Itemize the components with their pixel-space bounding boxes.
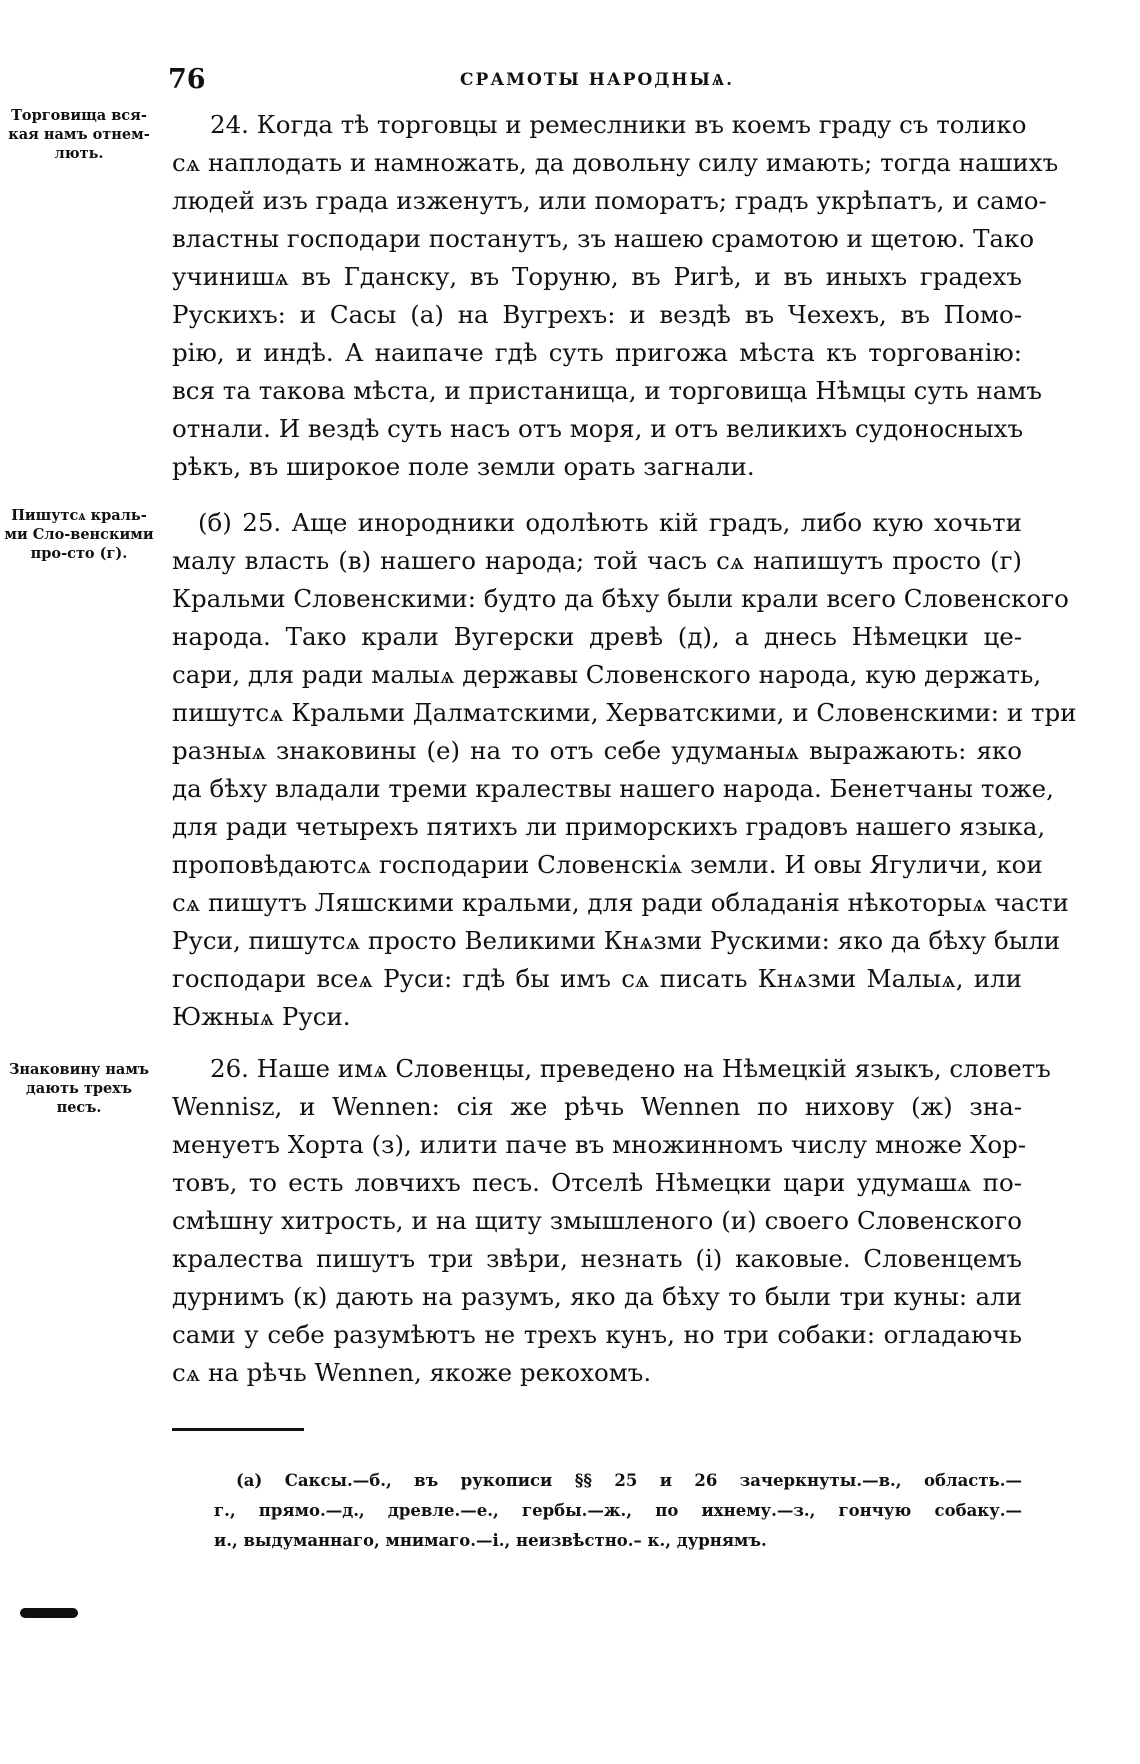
footnote-line: (а) Саксы.—б., въ рукописи §§ 25 и 26 зачеркнуты.—в., область.— [236, 1471, 1022, 1490]
text-line: людей изъ града изженутъ, или поморатъ; градъ укрѣпатъ, и само- [172, 186, 1047, 215]
footnote-line: г., прямо.—д., древле.—е., гербы.—ж., по ихнему.—з., гончую собаку.— [214, 1501, 1022, 1520]
text-line: дурнимъ (к) дають на разумъ, яко да бѣху то были три куны: али [172, 1282, 1022, 1311]
margin-note-1: Торговища вся-кая намъ отнем-лють. [8, 107, 150, 162]
text-line: 26. Наше имѧ Словенцы, преведено на Нѣмецкій языкъ, словетъ [210, 1054, 1051, 1083]
page-number: 76 [168, 64, 206, 95]
text-line: проповѣдаютсѧ господарии Словенскіѧ земли. И овы Ягуличи, кои [172, 850, 1043, 879]
text-line: учинишѧ въ Гданску, въ Торуню, въ Ригѣ, и въ иныхъ градехъ [172, 262, 1022, 291]
text-line: рѣкъ, въ широкое поле земли орать загнали. [172, 452, 755, 481]
text-line: сари, для ради малыѧ державы Словенского народа, кую держать, [172, 660, 1042, 689]
text-line: Кральми Словенскими: будто да бѣху были крали всего Словенского [172, 584, 1069, 613]
text-line: товъ, то есть ловчихъ песъ. Отселѣ Нѣмецки цари удумашѧ по- [172, 1168, 1022, 1197]
text-line: рію, и индѣ. А наипаче гдѣ суть пригожа мѣста къ торгованію: [172, 338, 1022, 367]
text-line: пишутсѧ Кральми Далматскими, Херватскими, и Словенскими: и три [172, 698, 1077, 727]
text-line: народа. Тако крали Вугерски древѣ (д), а днесь Нѣмецки це- [172, 622, 1022, 651]
text-line: Рускихъ: и Сасы (а) на Вугрехъ: и вездѣ въ Чехехъ, въ Помо- [172, 300, 1022, 329]
footnote-line: и., выдуманнаго, мнимаго.—і., неизвѣстно.– к., дурнямъ. [214, 1531, 767, 1550]
text-line: малу власть (в) нашего народа; той часъ сѧ напишутъ просто (г) [172, 546, 1022, 575]
text-line: отнали. И вездѣ суть насъ отъ моря, и отъ великихъ судоносныхъ [172, 414, 1024, 443]
text-line: Wennisz, и Wennen: сія же рѣчь Wennen по нихову (ж) зна- [172, 1092, 1022, 1121]
text-line: вся та такова мѣста, и пристанища, и торговища Нѣмцы суть намъ [172, 376, 1042, 405]
text-line: Руси, пишутсѧ просто Великими Кнѧзми Рускими: яко да бѣху были [172, 926, 1061, 955]
text-line: господари всеѧ Руси: гдѣ бы имъ сѧ писать Кнѧзми Малыѧ, или [172, 964, 1022, 993]
text-line: сами у себе разумѣютъ не трехъ кунъ, но три собаки: огладаючь [172, 1320, 1022, 1349]
margin-note-2: Пишутсѧ краль-ми Сло-венскими про-сто (г). [4, 507, 154, 562]
text-line: менуетъ Хорта (з), илити паче въ множинномъ числу множе Хор- [172, 1130, 1027, 1159]
text-line: сѧ наплодать и намножать, да довольну силу имають; тогда нашихъ [172, 148, 1059, 177]
text-line: да бѣху владали треми кралествы нашего народа. Бенетчаны тоже, [172, 774, 1054, 803]
text-line: Южныѧ Руси. [172, 1002, 351, 1031]
text-line: 24. Когда тѣ торговцы и ремеслники въ коемъ граду съ толико [210, 110, 1027, 139]
footnote-rule [172, 1428, 304, 1431]
text-line: сѧ пишутъ Ляшскими кральми, для ради обладанія нѣкоторыѧ части [172, 888, 1069, 917]
text-line: для ради четырехъ пятихъ ли приморскихъ градовъ нашего языка, [172, 812, 1046, 841]
ink-smudge [20, 1608, 78, 1618]
text-line: властны господари постанутъ, зъ нашею срамотою и щетою. Тако [172, 224, 1035, 253]
margin-note-3: Знаковину намъ дають трехъ песъ. [8, 1061, 150, 1116]
text-line: смѣшну хитрость, и на щиту змышленого (и) своего Словенского [172, 1206, 1022, 1235]
running-head: СРАМОТЫ НАРОДНЫѦ. [460, 70, 735, 90]
text-line: сѧ на рѣчь Wennen, якоже рекохомъ. [172, 1358, 652, 1387]
text-line: (б) 25. Аще инородники одолѣють кій градъ, либо кую хочьти [198, 508, 1022, 537]
text-line: разныѧ знаковины (е) на то отъ себе удуманыѧ выражають: яко [172, 736, 1022, 765]
text-line: кралества пишутъ три звѣри, незнать (і) каковые. Словенцемъ [172, 1244, 1022, 1273]
